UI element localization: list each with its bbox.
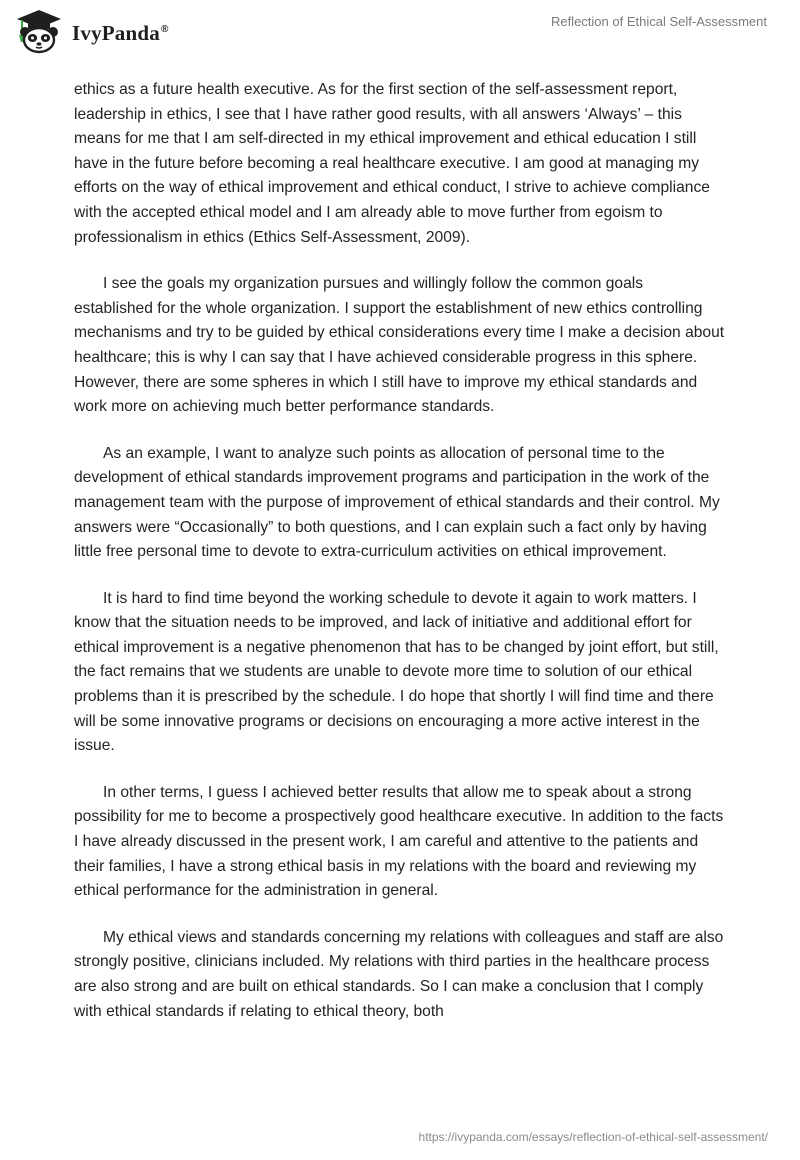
essay-body bbox=[74, 78, 726, 1046]
paragraph: In other terms, I guess I achieved better results that allow me to speak about a strong possibility for me to become a prospectively good healthcare executive. In addition to the facts I have already discussed in the present work, I am careful and attentive to the patients and their families, I have a strong ethical basis in my relations with the board and reviewing my ethical performance for the administration in general. bbox=[74, 783, 724, 900]
page-header bbox=[0, 0, 800, 70]
source-url-link[interactable]: https://ivypanda.com/essays/reflection-of-ethical-self-assessment/ bbox=[418, 1130, 768, 1144]
paragraph: I see the goals my organization pursues and willingly follow the common goals established for the whole organization. I support the establishment of new ethics controlling mechanisms and try to be guided by ethical considerations every time I make a decision about healthcare; this is why I can say that I have achieved considerable progress in this sphere. However, there are some spheres in which I still have to improve my ethical standards and work more on achieving much better performance standards. bbox=[74, 275, 725, 416]
paragraph: ethics as a future health executive. As for the first section of the self-assessment report, leadership in ethics, I see that I have rather good results, with all answers ‘Always’ – this means for me that I am self-directed in my ethical improvement and ethical education I still have in the future before becoming a real healthcare executive. I am good at managing my efforts on the way of ethical improvement and ethical conduct, I strive to achieve compliance with the accepted ethical model and I am already able to move further from egoism to professionalism in ethics (Ethics Self-Assessment, 2009). bbox=[74, 81, 710, 246]
paragraph: My ethical views and standards concerning my relations with colleagues and staff are also strongly positive, clinicians included. My relations with third parties in the healthcare process are also strong and are built on ethical standards. So I can make a conclusion that I comply with ethical standards if relating to ethical theory, both bbox=[74, 928, 724, 1020]
paragraph: As an example, I want to analyze such points as allocation of personal time to the development of ethical standards improvement programs and participation in the work of the management team with the purpose of improvement of ethical standards and their control. My answers were “Occasionally” to both questions, and I can explain such a fact only by having little free personal time to devote to extra-curriculum activities on ethical improvement. bbox=[74, 444, 720, 561]
panda-graduate-icon bbox=[14, 8, 64, 54]
registered-mark: ® bbox=[160, 23, 169, 35]
ivypanda-logo[interactable] bbox=[14, 8, 169, 54]
paragraph: It is hard to find time beyond the working schedule to devote it again to work matters. I know that the situation needs to be improved, and lack of initiative and additional effort for ethical improvement is a negative phenomenon that has to be changed by joint effort, but still, the fact remains that we students are unable to devote more time to solution of our ethical problems than it is prescribed by the schedule. I do hope that shortly I will find time and there will be some innovative programs or decisions on encouraging a more active interest in the issue. bbox=[74, 589, 719, 755]
document-title: Reflection of Ethical Self-Assessment bbox=[550, 14, 767, 29]
logo-wordmark: IvyPanda® bbox=[72, 20, 169, 45]
